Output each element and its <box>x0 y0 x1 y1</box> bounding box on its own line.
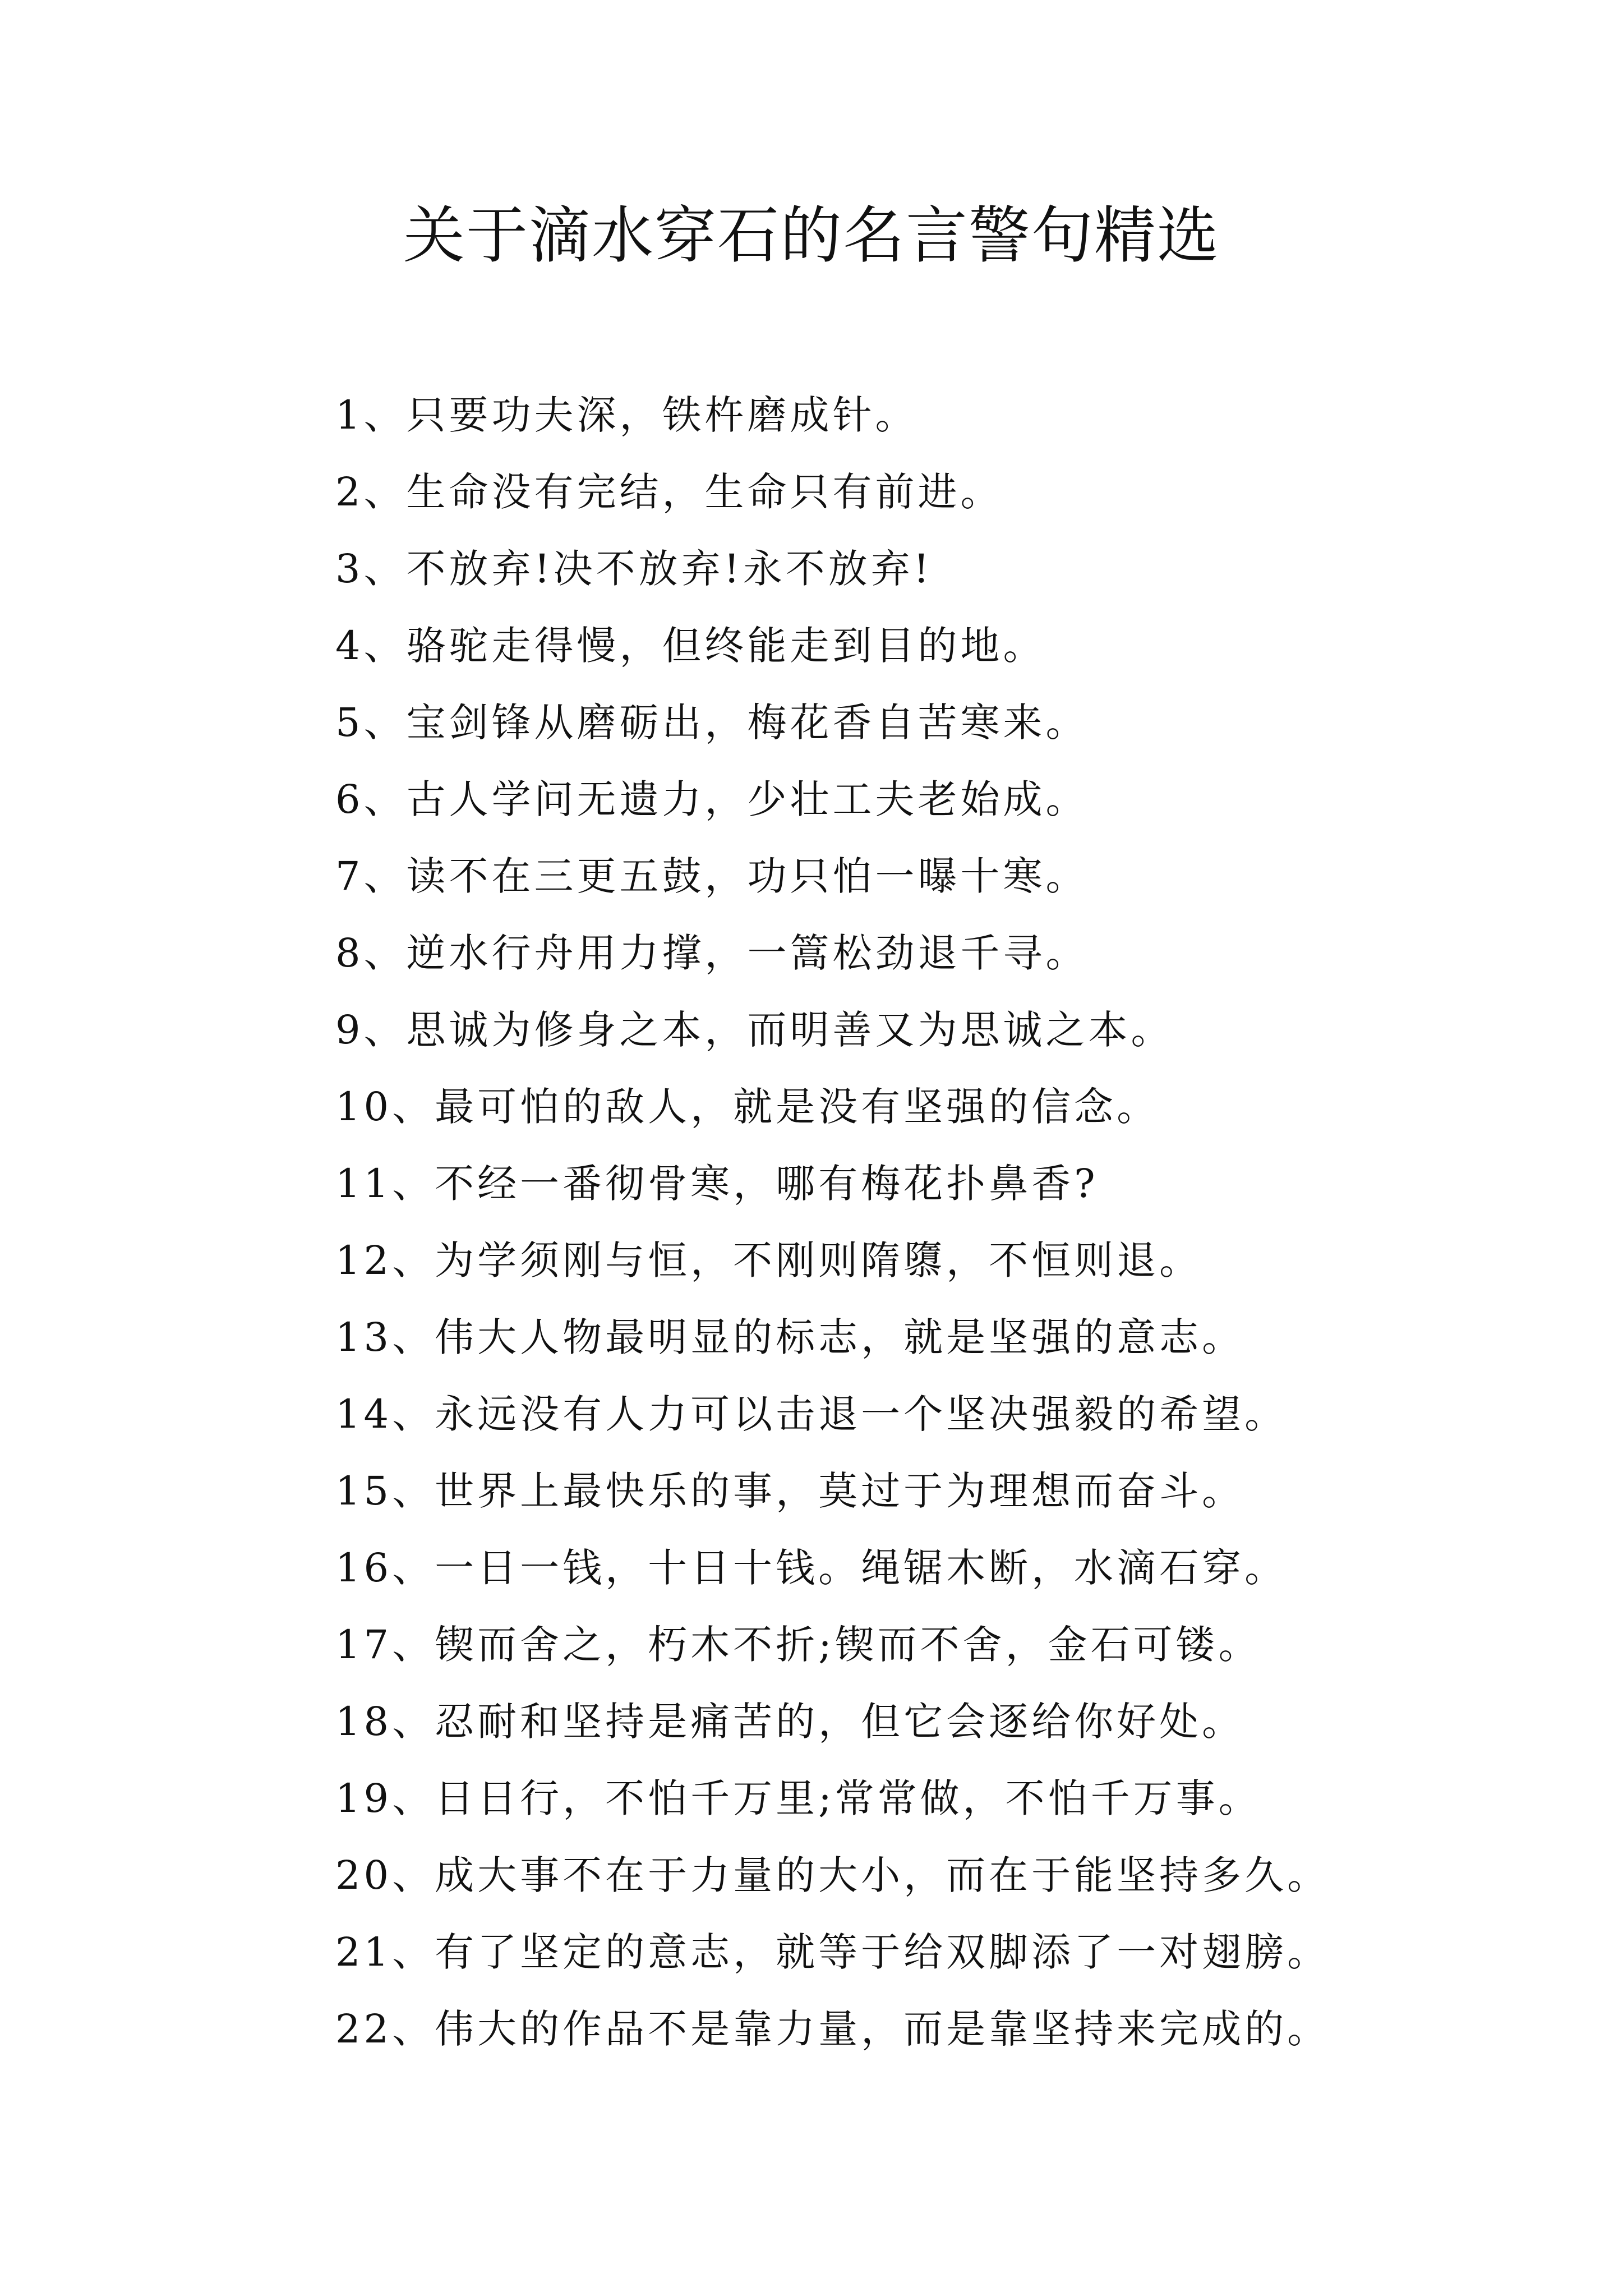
quote-item-18: 18、忍耐和坚持是痛苦的，但它会逐给你好处。 <box>335 1699 1245 1745</box>
quote-item-16: 16、一日一钱，十日十钱。绳锯木断，水滴石穿。 <box>335 1545 1288 1591</box>
quote-item-5: 5、宝剑锋从磨砺出，梅花香自苦寒来。 <box>335 700 1089 746</box>
quote-item-19: 19、日日行，不怕千万里;常常做，不怕千万事。 <box>335 1775 1261 1821</box>
quote-item-15: 15、世界上最快乐的事，莫过于为理想而奋斗。 <box>335 1468 1245 1514</box>
quote-item-4: 4、骆驼走得慢，但终能走到目的地。 <box>335 623 1046 669</box>
quote-item-11: 11、不经一番彻骨寒，哪有梅花扑鼻香? <box>335 1161 1099 1207</box>
quote-list <box>335 377 1569 2068</box>
quote-item-17: 17、锲而舍之，朽木不折;锲而不舍，金石可镂。 <box>335 1622 1261 1668</box>
quote-item-21: 21、有了坚定的意志，就等于给双脚添了一对翅膀。 <box>335 1929 1330 1975</box>
quote-item-10: 10、最可怕的敌人，就是没有坚强的信念。 <box>335 1084 1160 1130</box>
quote-item-14: 14、永远没有人力可以击退一个坚决强毅的希望。 <box>335 1391 1288 1437</box>
quote-item-13: 13、伟大人物最明显的标志，就是坚强的意志。 <box>335 1314 1245 1360</box>
quote-item-7: 7、读不在三更五鼓，功只怕一曝十寒。 <box>335 853 1089 899</box>
quote-item-20: 20、成大事不在于力量的大小，而在于能坚持多久。 <box>335 1852 1330 1898</box>
page-title: 关于滴水穿石的名言警句精选 <box>403 200 1220 272</box>
quote-item-2: 2、生命没有完结，生命只有前进。 <box>335 469 1003 515</box>
quote-item-8: 8、逆水行舟用力撑，一篙松劲退千寻。 <box>335 930 1089 976</box>
quote-item-6: 6、古人学问无遗力，少壮工夫老始成。 <box>335 776 1089 822</box>
quote-item-9: 9、思诚为修身之本，而明善又为思诚之本。 <box>335 1007 1174 1053</box>
quote-item-22: 22、伟大的作品不是靠力量，而是靠坚持来完成的。 <box>335 2006 1330 2052</box>
quote-item-12: 12、为学须刚与恒，不刚则隋隳，不恒则退。 <box>335 1237 1202 1283</box>
quote-item-3: 3、不放弃!决不放弃!永不放弃! <box>335 546 933 592</box>
quote-item-1: 1、只要功夫深，铁杵磨成针。 <box>335 392 918 438</box>
